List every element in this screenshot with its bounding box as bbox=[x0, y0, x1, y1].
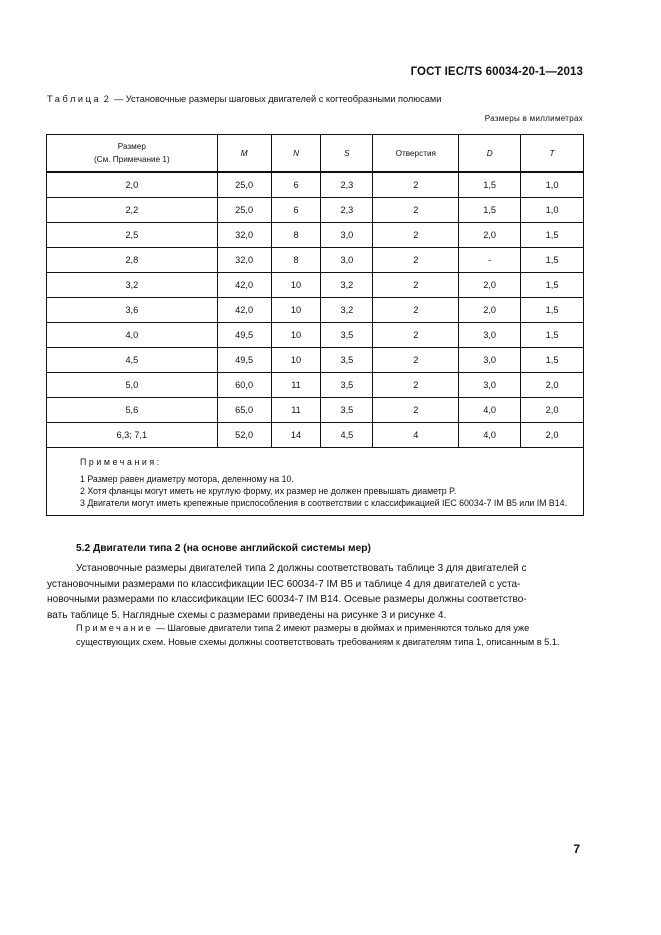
document-header: ГОСТ IEC/TS 60034-20-1—2013 bbox=[410, 66, 583, 78]
table-row: 4,0 49,5 10 3,5 2 3,0 1,5 bbox=[47, 323, 584, 348]
section-note-label: Примечание bbox=[76, 623, 154, 633]
header-holes: Отверстия bbox=[373, 135, 459, 173]
table-notes-row bbox=[47, 448, 584, 516]
table-row: 6,3; 7,1 52,0 14 4,5 4 4,0 2,0 bbox=[47, 423, 584, 448]
dimensions-table bbox=[46, 134, 584, 516]
section-heading: 5.2 Двигатели типа 2 (на основе английской системы мер) bbox=[76, 543, 371, 554]
paragraph-line: установочными размерами по классификации IEC 60034-7 IM B5 и таблице 4 для двигателей с уста- bbox=[47, 578, 521, 590]
table-header-row bbox=[47, 135, 584, 173]
table-notes bbox=[47, 448, 584, 516]
table-row: 3,6 42,0 10 3,2 2 2,0 1,5 bbox=[47, 298, 584, 323]
table-caption-number: 2 bbox=[103, 94, 112, 104]
section-note bbox=[76, 622, 584, 649]
table-row: 3,2 42,0 10 3,2 2 2,0 1,5 bbox=[47, 273, 584, 298]
paragraph-line: вать таблице 5. Наглядные схемы с размерами приведены на рисунке 3 и рисунке 4. bbox=[47, 609, 447, 621]
header-t: T bbox=[521, 135, 584, 173]
paragraph-line: новочными размерами по классификации IEC 60034-7 IM B14. Осевые размеры должны соответство- bbox=[47, 594, 527, 605]
table-row: 4,5 49,5 10 3,5 2 3,0 1,5 bbox=[47, 348, 584, 373]
table-caption-label: Таблица bbox=[47, 94, 102, 104]
table-row: 2,2 25,0 6 2,3 2 1,5 1,0 bbox=[47, 198, 584, 223]
note-2: 2 Хотя фланцы могут иметь не круглую форму, их размер не должен превышать диаметр P. bbox=[80, 486, 457, 496]
header-n: N bbox=[271, 135, 321, 173]
header-size: Размер (См. Примечание 1) bbox=[47, 135, 218, 173]
table-caption-text: — Установочные размеры шаговых двигателей с когтеобразными полюсами bbox=[111, 94, 442, 104]
table-row: 5,6 65,0 11 3,5 2 4,0 2,0 bbox=[47, 398, 584, 423]
table-caption bbox=[47, 94, 441, 104]
note-3: 3 Двигатели могут иметь крепежные приспособления в соответствии с классификацией IEC 60034-7 IM B5 или IM B14. bbox=[80, 498, 568, 508]
paragraph-line: Установочные размеры двигателей типа 2 должны соответствовать таблице 3 для двигателей с bbox=[76, 563, 527, 574]
header-d: D bbox=[459, 135, 521, 173]
table-row: 2,5 32,0 8 3,0 2 2,0 1,5 bbox=[47, 223, 584, 248]
notes-title: Примечания: bbox=[80, 457, 162, 467]
page-number: 7 bbox=[573, 842, 580, 856]
table-row: 2,8 32,0 8 3,0 2 - 1,5 bbox=[47, 248, 584, 273]
note-1: 1 Размер равен диаметру мотора, деленному на 10. bbox=[80, 474, 294, 484]
table-row: 5,0 60,0 11 3,5 2 3,0 2,0 bbox=[47, 373, 584, 398]
section-paragraph bbox=[47, 561, 584, 623]
units-note: Размеры в миллиметрах bbox=[484, 114, 583, 123]
table-row: 2,0 25,0 6 2,3 2 1,5 1,0 bbox=[47, 172, 584, 198]
header-s: S bbox=[321, 135, 373, 173]
header-m: M bbox=[217, 135, 271, 173]
section-note-text: — Шаговые двигатели типа 2 имеют размеры в дюймах и применяются только для уже существующих схем. Новые схемы должны соответствовать требованиям к двигателям типа 1, описанным в 5.1. bbox=[76, 623, 560, 647]
